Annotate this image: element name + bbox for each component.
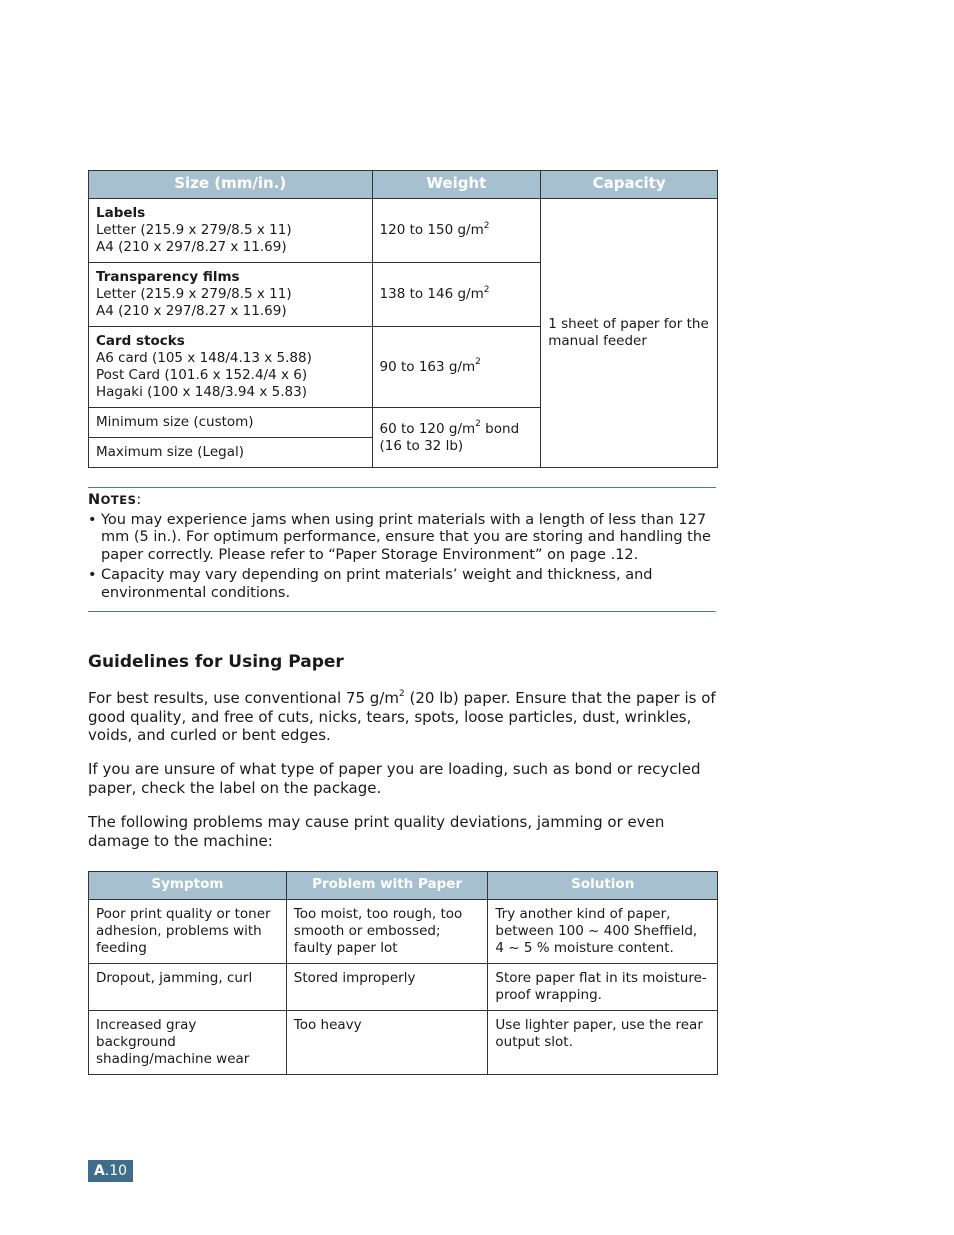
bond-weight-line	[380, 421, 534, 438]
weight-cell-bond	[372, 408, 541, 468]
size-line: Post Card (101.6 x 152.4/4 x 6)	[96, 367, 308, 383]
section-heading: Guidelines for Using Paper	[88, 652, 344, 672]
table-header-row	[89, 171, 718, 199]
note-item	[88, 512, 716, 565]
paragraph-text: For best results, use conventional 75 g/m	[88, 689, 399, 707]
solution-cell: Try another kind of paper, between 100 ~ 400 Sheffield, 4 ~ 5 % moisture content.	[488, 900, 718, 964]
size-cell-labels	[89, 199, 373, 263]
note-text: Capacity may vary depending on print materials’ weight and thickness, and environmental conditions.	[101, 567, 653, 601]
size-cell-card-stocks	[89, 327, 373, 408]
weight-suffix: bond	[480, 420, 520, 437]
paper-problem-table	[88, 871, 718, 1075]
notes-title	[88, 492, 716, 510]
media-type-name: Labels	[96, 205, 146, 221]
bullet-icon: •	[88, 511, 97, 528]
table-row	[89, 1011, 718, 1075]
size-line: Maximum size (Legal)	[96, 444, 244, 460]
table-row	[89, 964, 718, 1011]
table-row	[89, 900, 718, 964]
notes-title-rest: OTES	[100, 493, 137, 507]
notes-title-colon: :	[136, 492, 142, 508]
size-cell-maximum	[89, 438, 373, 468]
symptom-cell: Increased gray background shading/machine wear	[89, 1011, 287, 1075]
paragraph-superscript: 2	[398, 689, 405, 699]
problem-cell: Too moist, too rough, too smooth or embossed; faulty paper lot	[286, 900, 488, 964]
body-paragraph: If you are unsure of what type of paper you are loading, such as bond or recycled paper, check the label on the package.	[88, 760, 701, 797]
bond-weight-lb: (16 to 32 lb)	[379, 437, 464, 454]
size-line: A6 card (105 x 148/4.13 x 5.88)	[96, 350, 312, 366]
capacity-cell	[541, 199, 718, 468]
size-line: Hagaki (100 x 148/3.94 x 5.83)	[96, 384, 308, 400]
weight-superscript: 2	[483, 220, 490, 231]
weight-value: 138 to 146 g/m	[379, 286, 484, 302]
weight-superscript: 2	[483, 284, 490, 295]
column-header-size: Size (mm/in.)	[89, 171, 373, 199]
symptom-cell: Dropout, jamming, curl	[89, 964, 287, 1011]
weight-value: 120 to 150 g/m	[379, 222, 484, 238]
table-row	[89, 199, 718, 263]
paper-spec-table	[88, 170, 718, 468]
weight-superscript: 2	[475, 357, 481, 367]
size-line: Letter (215.9 x 279/8.5 x 11)	[96, 286, 292, 302]
column-header-solution: Solution	[488, 872, 718, 900]
solution-cell: Store paper flat in its moisture-proof wrapping.	[488, 964, 718, 1011]
column-header-capacity: Capacity	[541, 171, 718, 199]
body-paragraph	[88, 689, 720, 745]
problem-cell: Too heavy	[286, 1011, 488, 1075]
media-type-name: Transparency films	[96, 269, 240, 285]
size-line: Minimum size (custom)	[96, 414, 254, 430]
size-cell-transparency	[89, 263, 373, 327]
weight-value: 90 to 163 g/m	[379, 358, 476, 375]
column-header-problem: Problem with Paper	[286, 872, 488, 900]
weight-cell-transparency	[372, 263, 541, 327]
page-number: .10	[104, 1163, 128, 1179]
capacity-value: 1 sheet of paper for the manual feeder	[548, 316, 709, 349]
column-header-symptom: Symptom	[89, 872, 287, 900]
solution-cell: Use lighter paper, use the rear output slot.	[488, 1011, 718, 1075]
problem-cell: Stored improperly	[286, 964, 488, 1011]
note-text: You may experience jams when using print materials with a length of less than 127 mm (5 in.). For optimum performance, ensure that you are storing and handling the paper correctly. Please refer to “Paper Storage Environment” on page .12.	[101, 511, 711, 563]
media-type-name: Card stocks	[96, 333, 185, 349]
page-chapter-letter: A	[93, 1163, 105, 1179]
body-paragraph: The following problems may cause print quality deviations, jamming or even damage to the machine:	[88, 813, 665, 850]
weight-superscript: 2	[475, 419, 481, 429]
weight-value: 60 to 120 g/m	[379, 420, 476, 437]
notes-box	[88, 487, 716, 612]
size-line: A4 (210 x 297/8.27 x 11.69)	[96, 239, 287, 255]
size-cell-minimum	[89, 408, 373, 438]
table-header-row	[89, 872, 718, 900]
size-line: A4 (210 x 297/8.27 x 11.69)	[96, 303, 287, 319]
column-header-weight: Weight	[372, 171, 541, 199]
weight-cell-card-stocks	[372, 327, 541, 408]
note-item	[88, 567, 716, 602]
size-line: Letter (215.9 x 279/8.5 x 11)	[96, 222, 292, 238]
weight-cell-labels	[372, 199, 541, 263]
notes-title-initial: N	[88, 492, 101, 508]
page-number-tab	[88, 1160, 133, 1182]
paragraph-text: (20 lb) paper. Ensure that the paper is of good quality, and free of cuts, nicks, tears, spots, loose particles, dust, wrinkles, voids, and curled or bent edges.	[88, 689, 716, 744]
bullet-icon: •	[88, 567, 97, 583]
symptom-cell: Poor print quality or toner adhesion, problems with feeding	[89, 900, 287, 964]
